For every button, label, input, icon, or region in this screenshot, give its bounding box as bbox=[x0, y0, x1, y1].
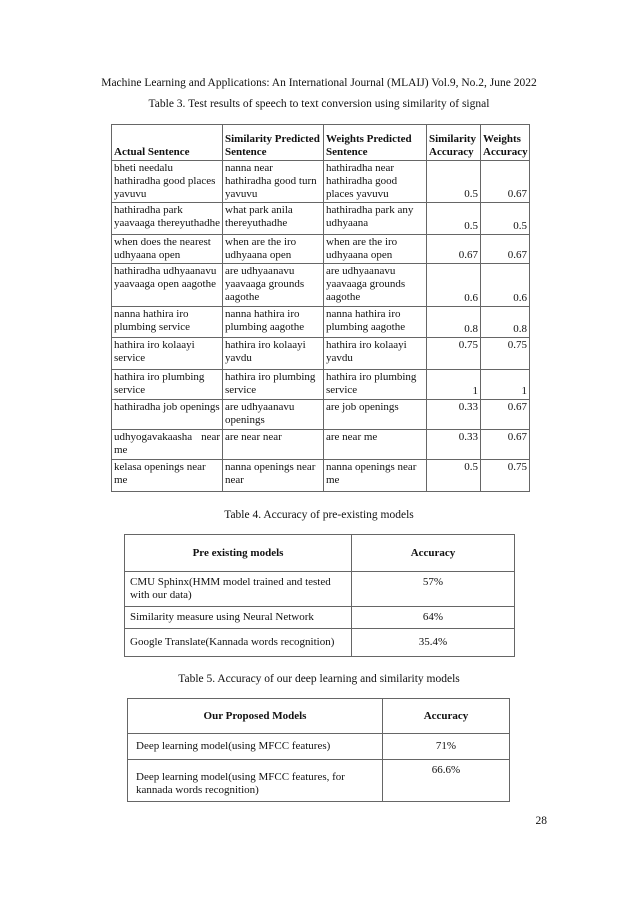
table-cell: hathiradha park yaavaaga thereyuthadhe bbox=[112, 203, 223, 235]
table-cell: 0.67 bbox=[481, 235, 530, 264]
table-cell: what park anila thereyuthadhe bbox=[223, 203, 324, 235]
table-cell: 1 bbox=[427, 370, 481, 400]
table-cell: are job openings bbox=[324, 400, 427, 430]
table-cell: 0.5 bbox=[481, 203, 530, 235]
table3-header-cell: Similarity Accuracy bbox=[427, 125, 481, 161]
table-cell: when are the iro udhyaana open bbox=[324, 235, 427, 264]
table-cell: hathiradha near hathiradha good places yavuvu bbox=[324, 161, 427, 203]
table-cell: are udhyaanavu yaavaaga grounds aagothe bbox=[223, 264, 324, 307]
table-cell: nanna hathira iro plumbing aagothe bbox=[324, 307, 427, 338]
table-row bbox=[112, 370, 530, 400]
page-number: 28 bbox=[535, 815, 547, 827]
table-cell: are near near bbox=[223, 430, 324, 460]
table3-header-cell: Similarity Predicted Sentence bbox=[223, 125, 324, 161]
table-row bbox=[112, 307, 530, 338]
table-row bbox=[112, 338, 530, 370]
table3-header-cell: Actual Sentence bbox=[112, 125, 223, 161]
table-cell: when are the iro udhyaana open bbox=[223, 235, 324, 264]
table5-header-cell: Our Proposed Models bbox=[128, 699, 383, 734]
table4 bbox=[124, 534, 515, 657]
table-cell: 35.4% bbox=[352, 629, 515, 657]
table4-caption: Table 4. Accuracy of pre-existing models bbox=[224, 509, 414, 521]
table-cell: 0.75 bbox=[481, 338, 530, 370]
table-row bbox=[112, 400, 530, 430]
table-cell: 0.5 bbox=[427, 203, 481, 235]
table3-header-cell: Weights Predicted Sentence bbox=[324, 125, 427, 161]
table-cell: Deep learning model(using MFCC features, for kannada words recognition) bbox=[128, 760, 383, 802]
table4-header-cell: Pre existing models bbox=[125, 535, 352, 572]
table-cell: hathiradha park any udhyaana bbox=[324, 203, 427, 235]
table-cell: 71% bbox=[383, 734, 510, 760]
table-cell: when does the nearest udhyaana open bbox=[112, 235, 223, 264]
table-cell: 0.75 bbox=[481, 460, 530, 492]
table-cell: 1 bbox=[481, 370, 530, 400]
table-row bbox=[112, 460, 530, 492]
table-cell: 0.67 bbox=[427, 235, 481, 264]
table3 bbox=[111, 124, 530, 492]
table-cell: are near me bbox=[324, 430, 427, 460]
table-row bbox=[112, 203, 530, 235]
table-row bbox=[128, 760, 510, 802]
table4-header-cell: Accuracy bbox=[352, 535, 515, 572]
table-cell: nanna openings near me bbox=[324, 460, 427, 492]
table-cell: nanna hathira iro plumbing service bbox=[112, 307, 223, 338]
table-cell: nanna openings near near bbox=[223, 460, 324, 492]
table-cell: 0.33 bbox=[427, 430, 481, 460]
table-cell: nanna near hathiradha good turn yavuvu bbox=[223, 161, 324, 203]
table5-header-row bbox=[128, 699, 510, 734]
table-cell: are udhyaanavu openings bbox=[223, 400, 324, 430]
table-cell: 64% bbox=[352, 607, 515, 629]
table-row bbox=[112, 264, 530, 307]
table3-caption: Table 3. Test results of speech to text conversion using similarity of signal bbox=[148, 98, 490, 110]
table-cell: are udhyaanavu yaavaaga grounds aagothe bbox=[324, 264, 427, 307]
table-row bbox=[125, 629, 515, 657]
table-cell: 0.6 bbox=[427, 264, 481, 307]
table-row bbox=[125, 572, 515, 607]
table-cell: hathira iro plumbing service bbox=[324, 370, 427, 400]
table-row bbox=[128, 734, 510, 760]
table-cell: CMU Sphinx(HMM model trained and tested with our data) bbox=[125, 572, 352, 607]
table-cell: nanna hathira iro plumbing aagothe bbox=[223, 307, 324, 338]
table-row bbox=[112, 235, 530, 264]
journal-header: Machine Learning and Applications: An International Journal (MLAIJ) Vol.9, No.2, June 2022 bbox=[101, 77, 537, 89]
table-row bbox=[112, 430, 530, 460]
table-cell: 0.75 bbox=[427, 338, 481, 370]
table-cell: hathira iro plumbing service bbox=[223, 370, 324, 400]
table3-header-cell: Weights Accuracy bbox=[481, 125, 530, 161]
table5-caption: Table 5. Accuracy of our deep learning and similarity models bbox=[178, 673, 460, 685]
table-cell: hathiradha udhyaanavu yaavaaga open aagothe bbox=[112, 264, 223, 307]
table-cell: 0.5 bbox=[427, 161, 481, 203]
table-cell: udhyogavakaasha near me bbox=[112, 430, 223, 460]
table-cell: Similarity measure using Neural Network bbox=[125, 607, 352, 629]
table-cell: 0.67 bbox=[481, 161, 530, 203]
table-row bbox=[125, 607, 515, 629]
table-cell: 57% bbox=[352, 572, 515, 607]
table5-header-cell: Accuracy bbox=[383, 699, 510, 734]
table-cell: 0.8 bbox=[427, 307, 481, 338]
table-cell: 0.67 bbox=[481, 430, 530, 460]
table4-header-row bbox=[125, 535, 515, 572]
table-cell: Google Translate(Kannada words recognition) bbox=[125, 629, 352, 657]
table-cell: hathira iro kolaayi yavdu bbox=[324, 338, 427, 370]
table-cell: 0.6 bbox=[481, 264, 530, 307]
table-row bbox=[112, 161, 530, 203]
table-cell: 0.67 bbox=[481, 400, 530, 430]
table-cell: 0.5 bbox=[427, 460, 481, 492]
table-cell: 66.6% bbox=[383, 760, 510, 802]
table-cell: kelasa openings near me bbox=[112, 460, 223, 492]
table-cell: hathiradha job openings bbox=[112, 400, 223, 430]
table-cell: hathira iro kolaayi service bbox=[112, 338, 223, 370]
table-cell: 0.8 bbox=[481, 307, 530, 338]
table3-header-row bbox=[112, 125, 530, 161]
table-cell: hathira iro plumbing service bbox=[112, 370, 223, 400]
table-cell: Deep learning model(using MFCC features) bbox=[128, 734, 383, 760]
table-cell: bheti needalu hathiradha good places yavuvu bbox=[112, 161, 223, 203]
table5 bbox=[127, 698, 510, 802]
table-cell: 0.33 bbox=[427, 400, 481, 430]
table-cell: hathira iro kolaayi yavdu bbox=[223, 338, 324, 370]
